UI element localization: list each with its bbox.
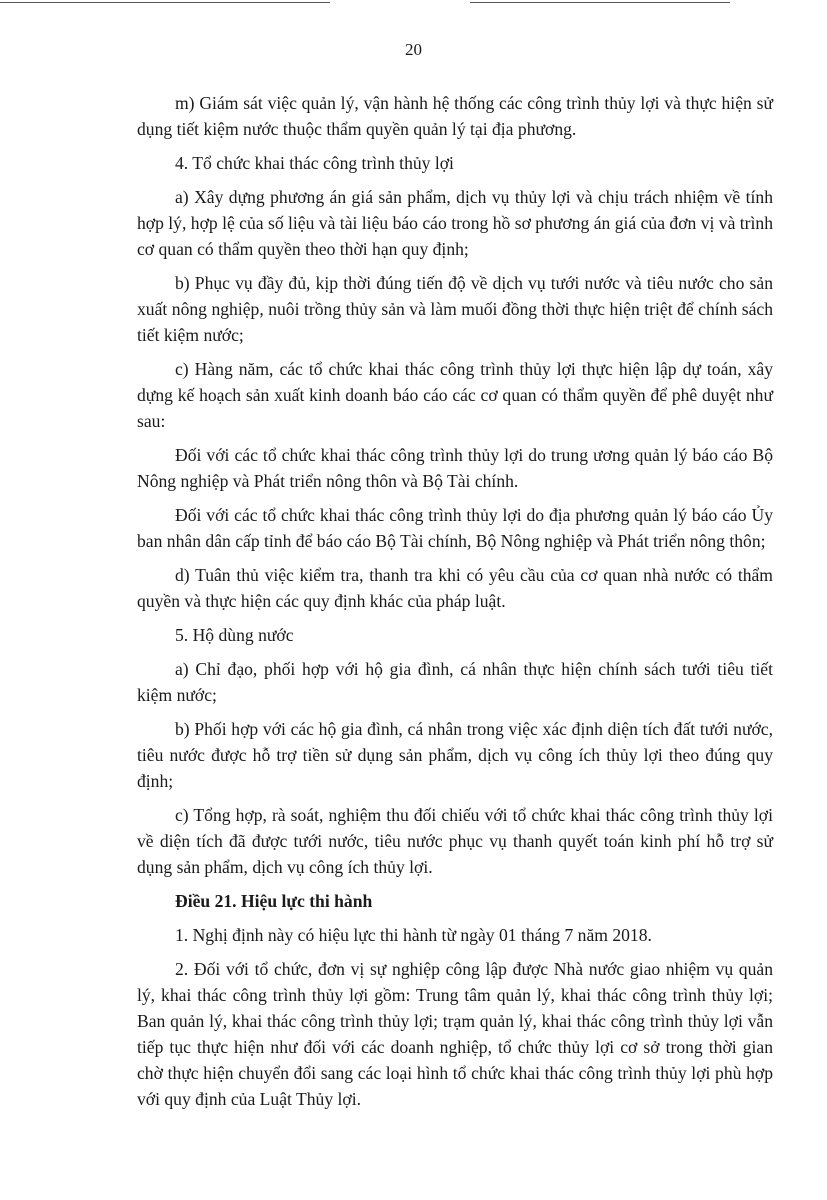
- page-number: 20: [405, 40, 422, 59]
- paragraph-4b: b) Phục vụ đầy đủ, kịp thời đúng tiến độ về dịch vụ tưới nước và tiêu nước cho sản xuất nông nghiệp, nuôi trồng thủy sản và làm muối đồng thời thực hiện triệt để chính sách tiết kiệm nước;: [137, 273, 773, 345]
- paragraph-4d: d) Tuân thủ việc kiểm tra, thanh tra khi có yêu cầu của cơ quan nhà nước có thẩm quyền và thực hiện các quy định khác của pháp luật.: [137, 565, 773, 611]
- section-heading-4: 4. Tổ chức khai thác công trình thủy lợi: [175, 153, 454, 173]
- paragraph-5a: a) Chỉ đạo, phối hợp với hộ gia đình, cá nhân thực hiện chính sách tưới tiêu tiết kiệm nước;: [137, 659, 773, 705]
- article-21-heading: Điều 21. Hiệu lực thi hành: [175, 891, 373, 911]
- paragraph-21-1: 1. Nghị định này có hiệu lực thi hành từ ngày 01 tháng 7 năm 2018.: [175, 925, 652, 945]
- section-heading-5: 5. Hộ dùng nước: [175, 625, 294, 645]
- paragraph-m: m) Giám sát việc quản lý, vận hành hệ thống các công trình thủy lợi và thực hiện sử dụng tiết kiệm nước thuộc thẩm quyền quản lý tại địa phương.: [137, 93, 773, 139]
- paragraph-5c: c) Tổng hợp, rà soát, nghiệm thu đối chiếu với tổ chức khai thác công trình thủy lợi về diện tích đã được tưới nước, tiêu nước phục vụ thanh quyết toán kinh phí hỗ trợ sử dụng sản phẩm, dịch vụ công ích thủy lợi.: [137, 805, 773, 877]
- paragraph-5b: b) Phối hợp với các hộ gia đình, cá nhân trong việc xác định diện tích đất tưới nước, tiêu nước được hỗ trợ tiền sử dụng sản phẩm, dịch vụ công ích thủy lợi theo đúng quy định;: [137, 719, 773, 791]
- paragraph-21-2: 2. Đối với tổ chức, đơn vị sự nghiệp công lập được Nhà nước giao nhiệm vụ quản lý, khai thác công trình thủy lợi gồm: Trung tâm quản lý, khai thác công trình thủy lợi; Ban quản lý, khai thác công trình thủy lợi; trạm quản lý, khai thác công trình thủy lợi vẫn tiếp tục thực hiện như đối với các doanh nghiệp, tổ chức thủy lợi cơ sở trong thời gian chờ thực hiện chuyển đổi sang các loại hình tổ chức khai thác công trình thủy lợi phù hợp với quy định của Luật Thủy lợi.: [137, 959, 773, 1109]
- scan-edge-line: [470, 2, 730, 3]
- paragraph-4c-central: Đối với các tổ chức khai thác công trình thủy lợi do trung ương quản lý báo cáo Bộ Nông nghiệp và Phát triển nông thôn và Bộ Tài chính.: [137, 445, 773, 491]
- paragraph-4a: a) Xây dựng phương án giá sản phẩm, dịch vụ thủy lợi và chịu trách nhiệm về tính hợp lý, hợp lệ của số liệu và tài liệu báo cáo trong hồ sơ phương án giá của đơn vị và trình cơ quan có thẩm quyền theo thời hạn quy định;: [137, 187, 774, 259]
- paragraph-4c: c) Hàng năm, các tổ chức khai thác công trình thủy lợi thực hiện lập dự toán, xây dựng kế hoạch sản xuất kinh doanh báo cáo các cơ quan có thẩm quyền để phê duyệt như sau:: [137, 359, 773, 431]
- document-body: [137, 90, 773, 1120]
- paragraph-4c-local: Đối với các tổ chức khai thác công trình thủy lợi do địa phương quản lý báo cáo Ủy ban nhân dân cấp tỉnh để báo cáo Bộ Tài chính, Bộ Nông nghiệp và Phát triển nông thôn;: [137, 505, 773, 551]
- scan-edge-line: [0, 2, 330, 3]
